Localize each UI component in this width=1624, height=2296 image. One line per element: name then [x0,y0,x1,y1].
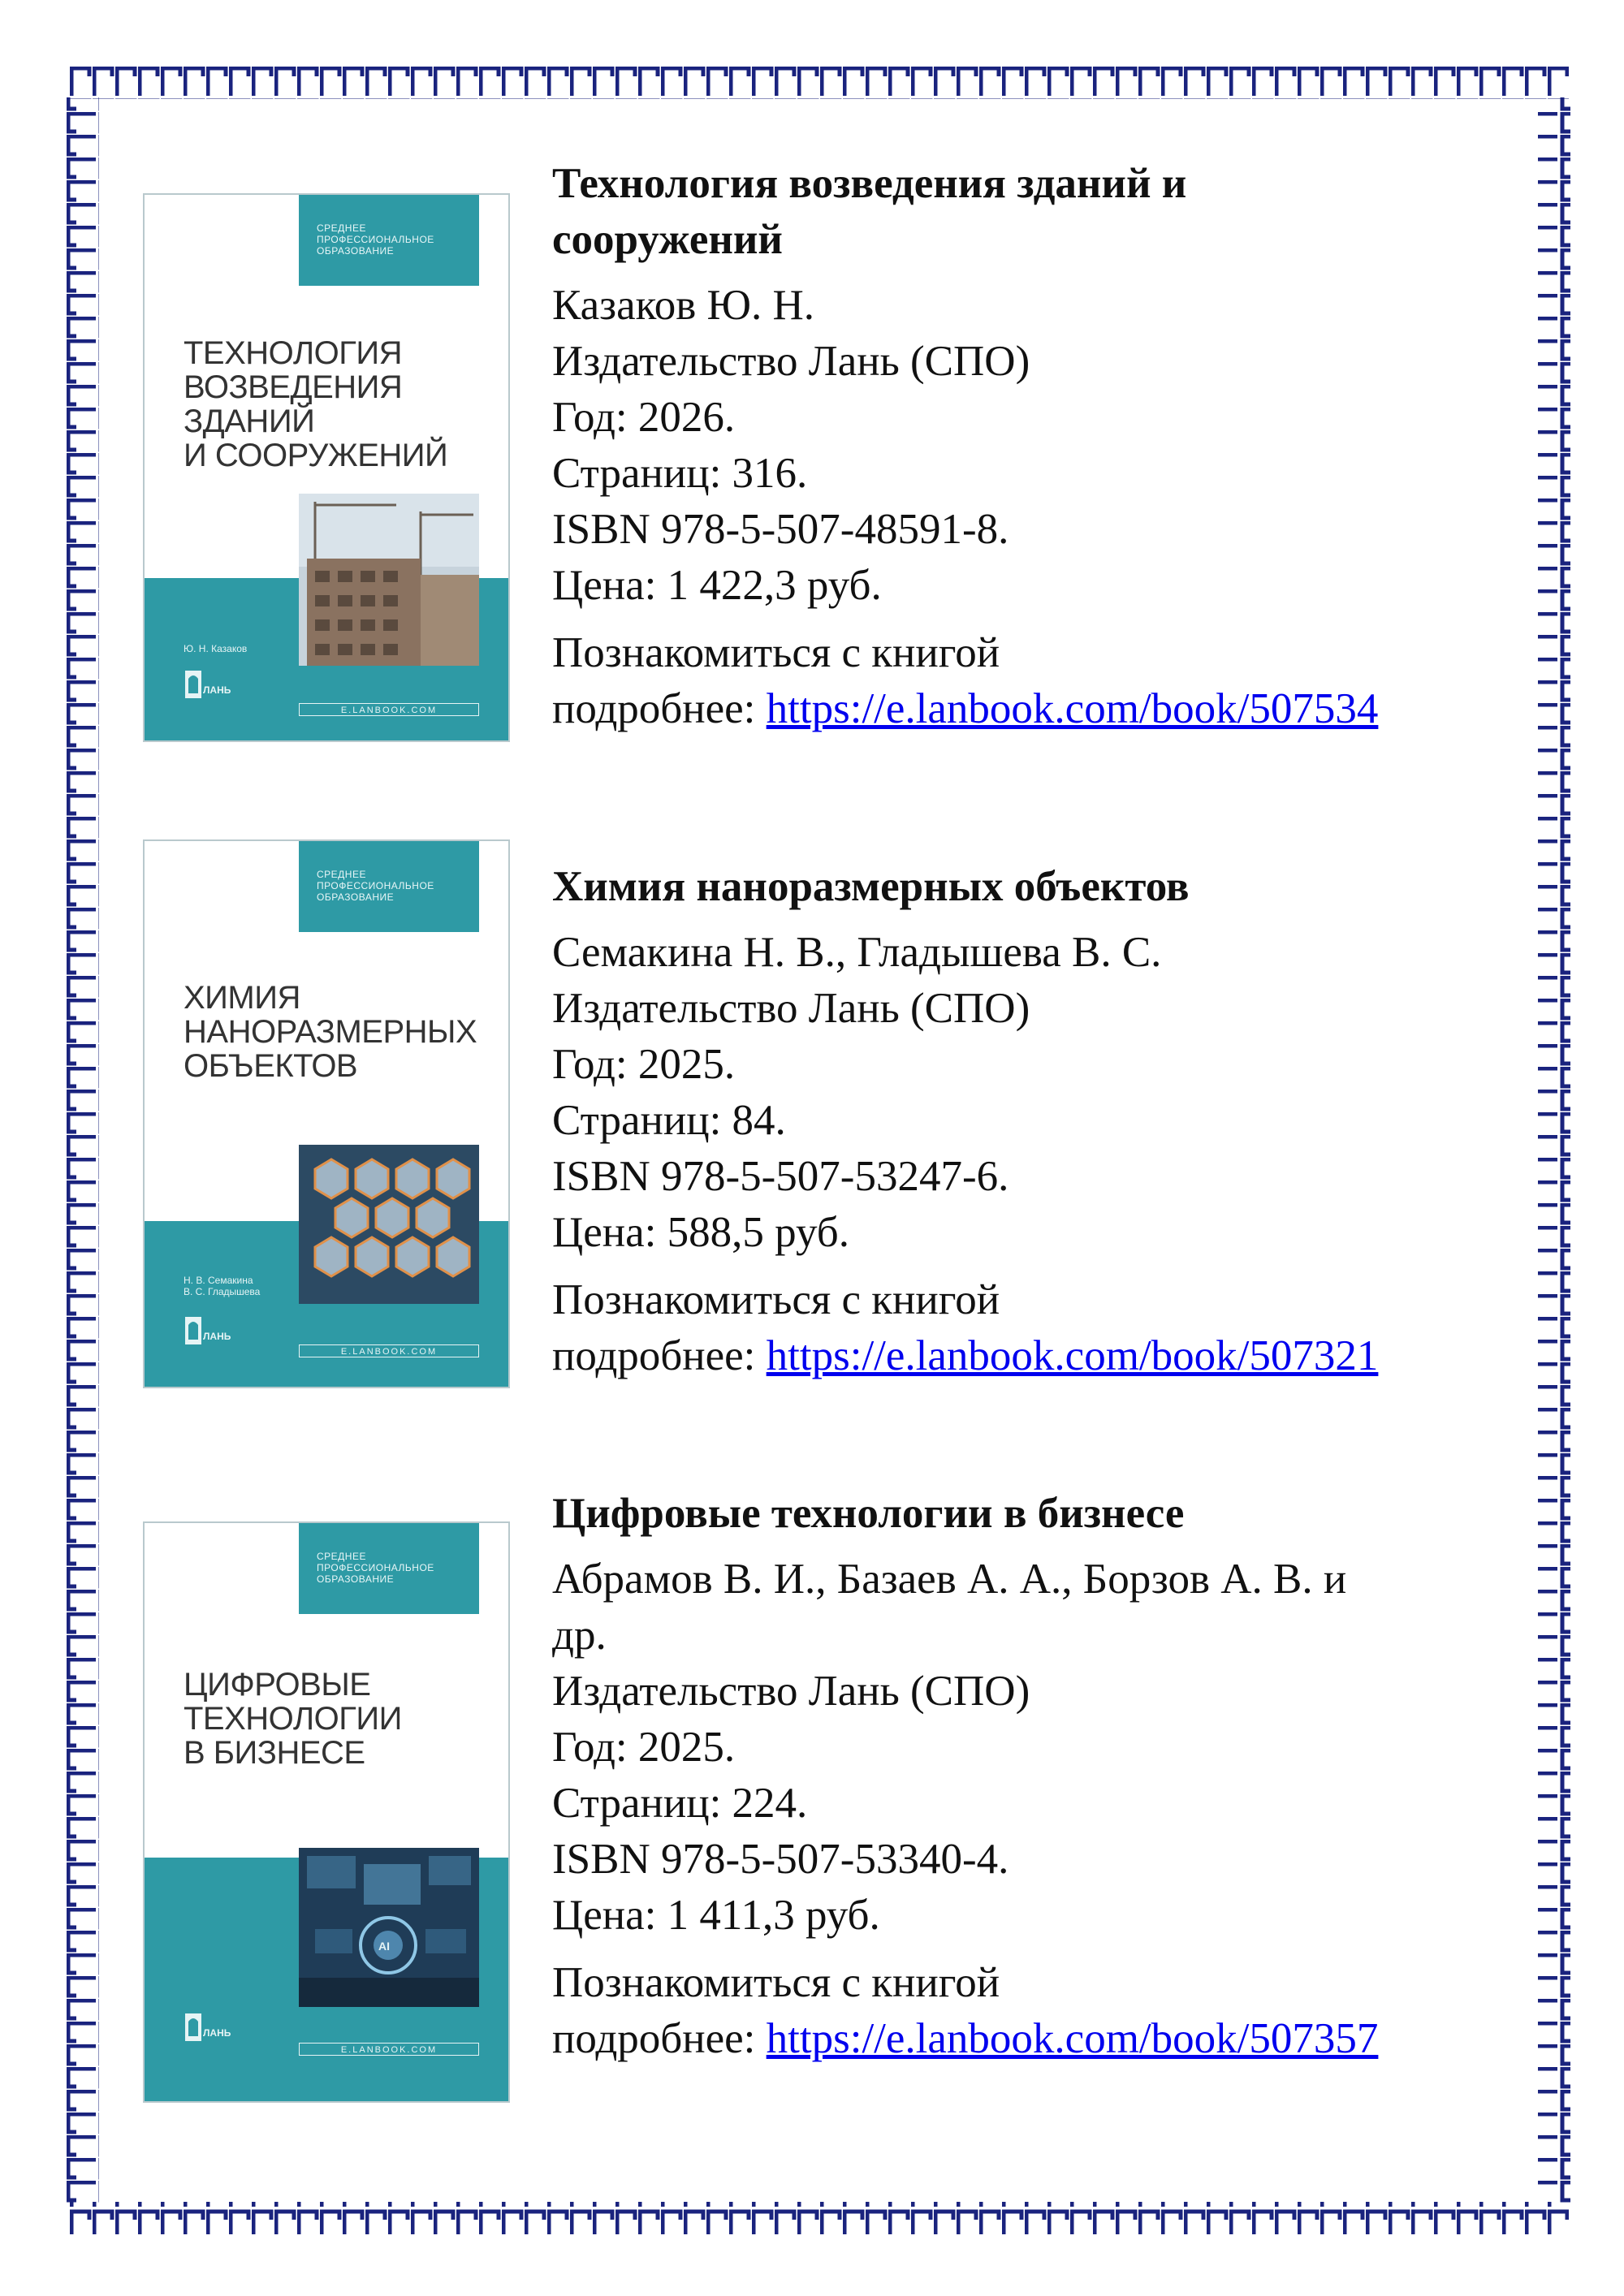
book-publisher: Издательство Лань (СПО) [552,1668,1030,1715]
book-price: Цена: 588,5 руб. [552,1209,849,1256]
book-link[interactable]: https://e.lanbook.com/book/507357 [766,2015,1379,2062]
svg-text:ЛАНЬ: ЛАНЬ [203,684,231,696]
book-authors: Казаков Ю. Н. [552,282,814,329]
book-publisher: Издательство Лань (СПО) [552,338,1030,385]
book-price: Цена: 1 422,3 руб. [552,562,882,609]
book-link[interactable]: https://e.lanbook.com/book/507321 [766,1332,1379,1379]
cover-title: ЦИФРОВЫЕ ТЕХНОЛОГИИ В БИЗНЕСЕ [184,1667,402,1771]
nanostructure-photo [299,1145,479,1304]
cover-title: ХИМИЯ НАНОРАЗМЕРНЫХ ОБЪЕКТОВ [184,980,477,1084]
series-label: СРЕДНЕЕ ПРОФЕССИОНАЛЬНОЕ ОБРАЗОВАНИЕ [299,195,479,286]
book-info [552,156,1527,737]
book-year: Год: 2025. [552,1724,736,1771]
book-pages: Страниц: 84. [552,1097,786,1144]
book-pages: Страниц: 316. [552,450,808,497]
book-pages: Страниц: 224. [552,1780,808,1827]
construction-photo [299,494,479,666]
book-info [552,859,1527,1384]
book-isbn: ISBN 978-5-507-48591-8. [552,506,1009,553]
publisher-logo-icon [184,2010,231,2046]
book-cover[interactable] [143,839,510,1388]
publisher-logo-icon [184,667,231,703]
book-year: Год: 2026. [552,394,736,441]
cover-title: ТЕХНОЛОГИЯ ВОЗВЕДЕНИЯ ЗДАНИЙ И СООРУЖЕНИЙ [184,335,448,473]
book-authors: Семакина Н. В., Гладышева В. С. [552,929,1162,976]
cover-site-label: E.LANBOOK.COM [299,1344,479,1357]
svg-text:AI: AI [378,1940,390,1953]
series-label: СРЕДНЕЕ ПРОФЕССИОНАЛЬНОЕ ОБРАЗОВАНИЕ [299,841,479,932]
cover-site-label: E.LANBOOK.COM [299,2043,479,2056]
cover-authors: Н. В. Семакина В. С. Гладышева [184,1275,261,1297]
digital-interface-photo [299,1848,479,2007]
book-title: Химия наноразмерных объектов [552,863,1190,910]
book-info [552,1486,1527,2067]
book-publisher: Издательство Лань (СПО) [552,985,1030,1032]
book-year: Год: 2025. [552,1041,736,1088]
book-isbn: ISBN 978-5-507-53247-6. [552,1153,1009,1200]
book-authors: Абрамов В. И., Базаев А. А., Борзов А. В. и др. [552,1556,1347,1659]
svg-text:ЛАНЬ: ЛАНЬ [203,2027,231,2039]
cover-authors: Ю. Н. Казаков [184,643,248,654]
book-more: Познакомиться с книгой подробнее: https://e.lanbook.com/book/507321 [552,1276,1379,1379]
book-title: Цифровые технологии в бизнесе [552,1490,1185,1537]
book-price: Цена: 1 411,3 руб. [552,1892,880,1939]
book-more: Познакомиться с книгой подробнее: https://e.lanbook.com/book/507534 [552,629,1379,732]
publisher-logo-icon [184,1314,231,1349]
series-label: СРЕДНЕЕ ПРОФЕССИОНАЛЬНОЕ ОБРАЗОВАНИЕ [299,1523,479,1614]
book-isbn: ISBN 978-5-507-53340-4. [552,1836,1009,1883]
book-link[interactable]: https://e.lanbook.com/book/507534 [766,685,1379,732]
book-cover[interactable] [143,193,510,742]
book-more: Познакомиться с книгой подробнее: https://e.lanbook.com/book/507357 [552,1959,1379,2062]
svg-text:ЛАНЬ: ЛАНЬ [203,1331,231,1342]
book-cover[interactable] [143,1521,510,2103]
cover-site-label: E.LANBOOK.COM [299,703,479,716]
book-title: Технология возведения зданий и сооружений [552,160,1187,263]
